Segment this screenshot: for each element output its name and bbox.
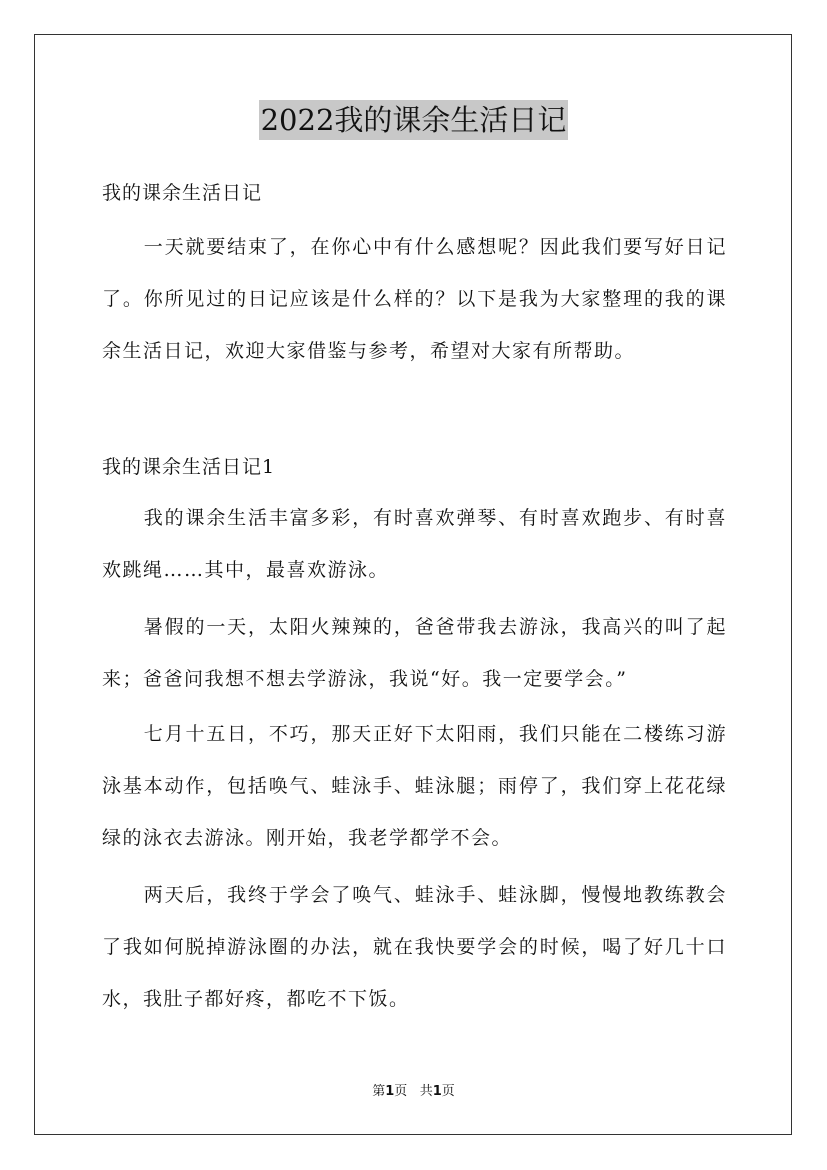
page-footer <box>0 1083 827 1101</box>
total-suffix: 页 <box>441 1084 455 1099</box>
title-container <box>0 100 827 140</box>
page-prefix: 第 <box>372 1084 386 1099</box>
paragraph-2: 暑假的一天，太阳火辣辣的，爸爸带我去游泳，我高兴的叫了起来；爸爸问我想不想去学游泳，我说“好。我一定要学会。” <box>102 616 727 690</box>
paragraph-4: 两天后，我终于学会了唤气、蛙泳手、蛙泳脚，慢慢地教练教会了我如何脱掉游泳圈的办法，就在我快要学会的时候，喝了好几十口水，我肚子都好疼，都吃不下饭。 <box>102 884 727 1010</box>
paragraph-3: 七月十五日，不巧，那天正好下太阳雨，我们只能在二楼练习游泳基本动作，包括唤气、蛙泳手、蛙泳腿；雨停了，我们穿上花花绿绿的泳衣去游泳。刚开始，我老学都学不会。 <box>102 723 727 849</box>
section-heading: 我的课余生活日记1 <box>102 456 276 478</box>
subheading: 我的课余生活日记 <box>102 182 263 204</box>
intro-paragraph: 一天就要结束了，在你心中有什么感想呢？因此我们要写好日记了。你所见过的日记应该是什么样的？以下是我为大家整理的我的课余生活日记，欢迎大家借鉴与参考，希望对大家有所帮助。 <box>102 236 727 362</box>
total-pages: 1 <box>432 1084 442 1099</box>
paragraph-1: 我的课余生活丰富多彩，有时喜欢弹琴、有时喜欢跑步、有时喜欢跳绳……其中，最喜欢游泳。 <box>102 507 727 581</box>
document-title: 2022我的课余生活日记 <box>259 100 569 140</box>
page-number: 1 <box>385 1084 395 1099</box>
page-suffix: 页 <box>394 1084 408 1099</box>
total-prefix: 共 <box>419 1084 433 1099</box>
